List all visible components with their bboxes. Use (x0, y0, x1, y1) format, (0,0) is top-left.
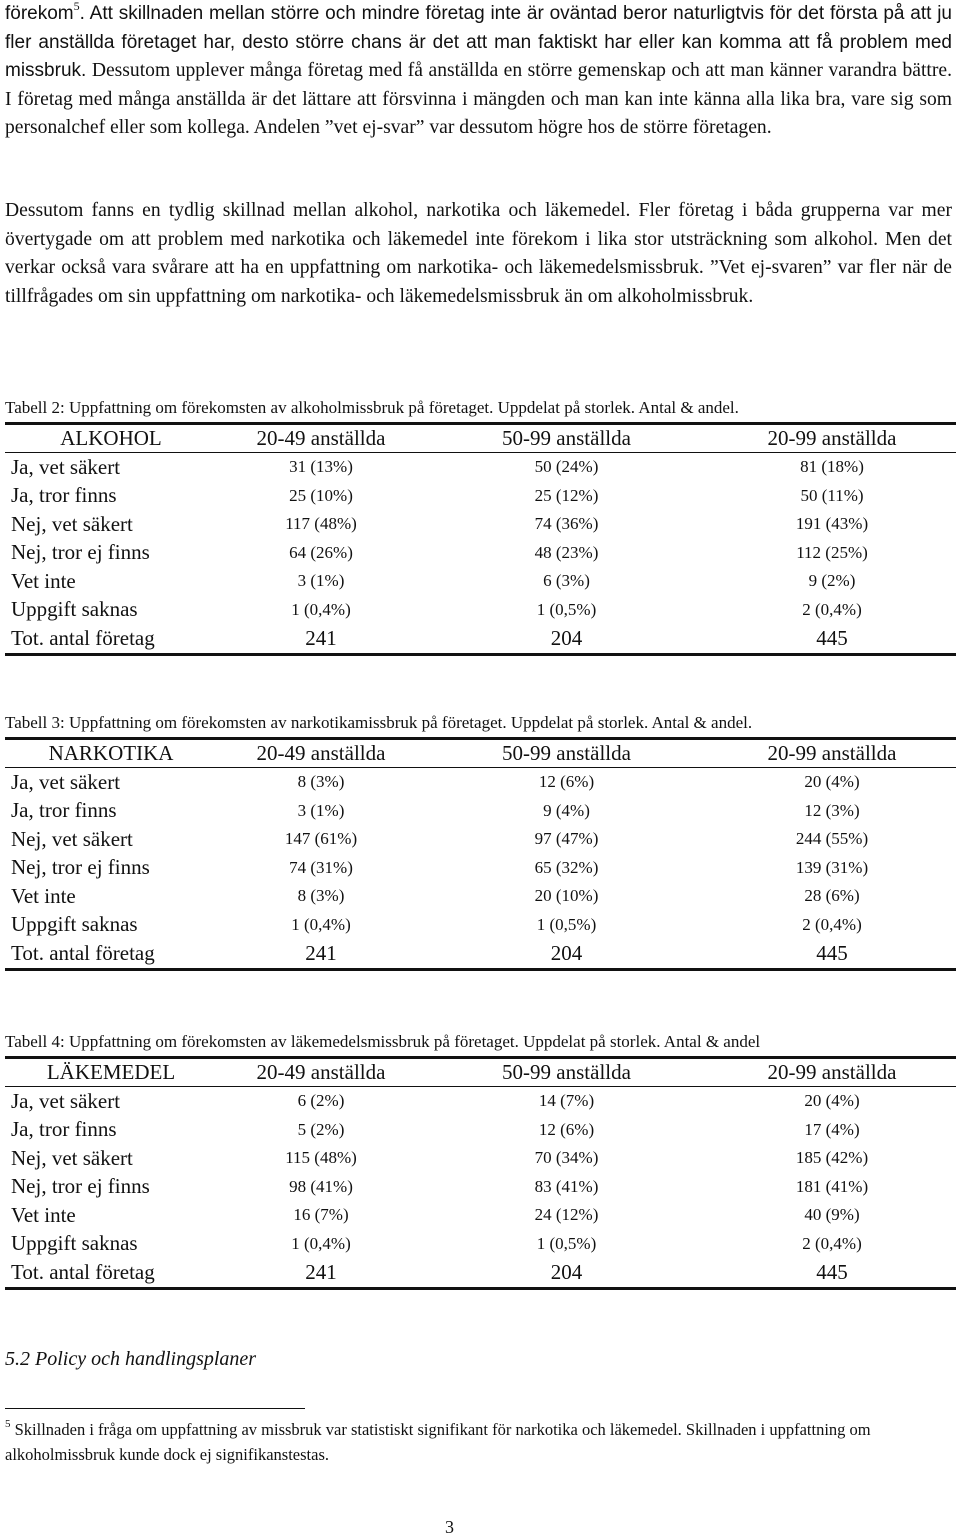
table-row (5, 567, 956, 596)
table-cell: 117 (48%) (285, 514, 357, 534)
total-cell: 241 (217, 624, 425, 654)
table-cell: 74 (36%) (534, 514, 599, 534)
footnote-text: Skillnaden i fråga om uppfattning av missbruk var statistiskt signifikant för narkotika och läkemedel. Skillnaden i uppfattning om alkoholmissbruk kunde dock ej signifikanstestas. (5, 1420, 871, 1464)
table-cell: 40 (9%) (804, 1205, 860, 1225)
table-row (5, 1087, 956, 1116)
table-cell: 50 (11%) (800, 485, 864, 505)
table-caption-text: : Uppfattning om förekomsten av läkemedelsmissbruk på företaget. Uppdelat på storlek. Antal & andel (59, 1032, 761, 1051)
table-cell: 1 (0,5%) (536, 599, 597, 619)
lakemedel-table (5, 1056, 956, 1290)
total-cell: 445 (708, 1258, 956, 1288)
footnote-number: 5 (5, 1418, 11, 1430)
paragraph-sans-text: . Att skillnaden mellan större och mindre företag inte är oväntad beror naturligtvis för det första på att ju fler anställda företaget har, desto större chans är det att man faktiskt har eller kan komma att få problem med missbruk. (5, 3, 952, 81)
total-label: Tot. antal företag (5, 939, 217, 969)
total-cell: 241 (217, 1258, 425, 1288)
table-cell: 112 (25%) (796, 542, 868, 562)
total-label: Tot. antal företag (5, 1258, 217, 1288)
footnote-divider (5, 1408, 305, 1409)
table-column-header: 50-99 anställda (425, 1058, 708, 1087)
section-heading: 5.2 Policy och handlingsplaner (5, 1348, 257, 1370)
table-cell: 98 (41%) (289, 1176, 353, 1196)
table-cell: 8 (3%) (297, 772, 345, 792)
row-label: Nej, tror ej finns (11, 855, 150, 880)
table-cell: 147 (61%) (284, 829, 358, 849)
table-row (5, 539, 956, 568)
table-caption (5, 713, 952, 733)
table-cell: 83 (41%) (534, 1176, 599, 1196)
row-label: Nej, tror ej finns (11, 540, 150, 565)
table-caption (5, 398, 952, 418)
row-label: Uppgift saknas (11, 597, 138, 622)
table-cell: 1 (0,5%) (536, 914, 597, 934)
table-caption-label: Tabell 4 (5, 1032, 60, 1051)
row-label: Ja, vet säkert (11, 454, 121, 479)
table-row (5, 453, 956, 482)
total-cell: 445 (708, 939, 956, 969)
table-column-header: 20-99 anställda (708, 424, 956, 453)
table-total-row (5, 1258, 956, 1288)
table-category-header: ALKOHOL (5, 424, 217, 453)
table-cell: 5 (2%) (297, 1119, 345, 1139)
table-total-row (5, 939, 956, 969)
table-cell: 48 (23%) (534, 542, 599, 562)
table-cell: 244 (55%) (795, 829, 869, 849)
table-cell: 1 (0,4%) (291, 1233, 351, 1253)
body-paragraph-1 (5, 0, 952, 143)
table-cell: 28 (6%) (804, 886, 860, 906)
table-cell: 6 (3%) (543, 571, 590, 591)
row-label: Ja, tror finns (11, 798, 117, 823)
total-cell: 204 (425, 1258, 708, 1288)
row-label: Nej, tror ej finns (11, 1174, 150, 1199)
table-category-header: LÄKEMEDEL (5, 1058, 217, 1087)
total-cell: 204 (425, 624, 708, 654)
table-cell: 14 (7%) (538, 1091, 595, 1111)
row-label: Vet inte (11, 1202, 76, 1227)
table-row (5, 825, 956, 854)
row-label: Uppgift saknas (11, 1231, 138, 1256)
table-cell: 3 (1%) (297, 800, 345, 820)
table-column-header: 50-99 anställda (425, 424, 708, 453)
table-cell: 9 (4%) (543, 800, 590, 820)
table-cell: 81 (18%) (800, 457, 864, 477)
total-cell: 445 (708, 624, 956, 654)
table-cell: 181 (41%) (795, 1176, 869, 1196)
table-cell: 16 (7%) (293, 1205, 349, 1225)
table-cell: 50 (24%) (534, 457, 599, 477)
table-cell: 25 (10%) (289, 485, 353, 505)
table-cell: 12 (3%) (804, 800, 860, 820)
footnote (5, 1418, 945, 1467)
table-cell: 25 (12%) (534, 485, 599, 505)
table-caption-label: Tabell 3 (5, 713, 60, 732)
row-label: Ja, vet säkert (11, 769, 121, 794)
table-header-row (5, 1058, 956, 1087)
table-cell: 65 (32%) (534, 857, 599, 877)
table-cell: 12 (6%) (538, 1119, 595, 1139)
table-cell: 64 (26%) (289, 542, 353, 562)
table-row (5, 1230, 956, 1259)
table-row (5, 1173, 956, 1202)
table-cell: 9 (2%) (808, 571, 856, 591)
narkotika-table (5, 737, 956, 971)
table-cell: 191 (43%) (795, 514, 869, 534)
row-label: Ja, tror finns (11, 483, 117, 508)
table-row (5, 768, 956, 797)
table-header-row (5, 739, 956, 768)
table-cell: 115 (48%) (285, 1148, 357, 1168)
row-label: Uppgift saknas (11, 912, 138, 937)
table-column-header: 20-49 anställda (217, 1058, 425, 1087)
table-cell: 12 (6%) (538, 772, 595, 792)
table-cell: 139 (31%) (795, 857, 869, 877)
table-caption-label: Tabell 2 (5, 398, 60, 417)
table-row (5, 1201, 956, 1230)
table-cell: 1 (0,4%) (291, 914, 351, 934)
table-column-header: 20-49 anställda (217, 739, 425, 768)
table-cell: 70 (34%) (534, 1148, 599, 1168)
table-column-header: 20-99 anställda (708, 739, 956, 768)
table-row (5, 596, 956, 625)
table-caption-text: : Uppfattning om förekomsten av narkotikamissbruk på företaget. Uppdelat på storlek. Antal & andel. (59, 713, 753, 732)
table-total-row (5, 624, 956, 654)
table-cell: 6 (2%) (297, 1091, 345, 1111)
paragraph-sans-prefix: förekom (5, 3, 74, 24)
table-column-header: 20-99 anställda (708, 1058, 956, 1087)
table-column-header: 20-49 anställda (217, 424, 425, 453)
table-row (5, 1116, 956, 1145)
table-cell: 1 (0,5%) (536, 1233, 597, 1253)
table-cell: 97 (47%) (534, 829, 599, 849)
table-cell: 24 (12%) (534, 1205, 599, 1225)
table-column-header: 50-99 anställda (425, 739, 708, 768)
table-row (5, 797, 956, 826)
table-cell: 31 (13%) (289, 457, 353, 477)
table-cell: 17 (4%) (804, 1119, 860, 1139)
total-label: Tot. antal företag (5, 624, 217, 654)
body-paragraph-2: Dessutom fanns en tydlig skillnad mellan alkohol, narkotika och läkemedel. Fler företag i båda grupperna var mer övertygade om att problem med narkotika och läkemedel inte förekom i lika stor utsträckning som alkohol. Men det verkar också vara svårare att ha en uppfattning om narkotika- och läkemedelsmissbruk. ”Vet ej-svaren” var fler när de tillfrågades om sin uppfattning om narkotika- och läkemedelsmissbruk än om alkoholmissbruk. (5, 200, 952, 307)
row-label: Ja, tror finns (11, 1117, 117, 1142)
page-number: 3 (445, 1517, 454, 1537)
table-cell: 1 (0,4%) (291, 599, 351, 619)
table-caption (5, 1032, 952, 1052)
row-label: Ja, vet säkert (11, 1088, 121, 1113)
row-label: Nej, vet säkert (11, 826, 133, 851)
table-category-header: NARKOTIKA (5, 739, 217, 768)
table-cell: 2 (0,4%) (802, 1233, 862, 1253)
table-cell: 2 (0,4%) (802, 599, 862, 619)
total-cell: 241 (217, 939, 425, 969)
table-cell: 20 (4%) (804, 772, 860, 792)
table-cell: 20 (10%) (534, 886, 599, 906)
table-cell: 2 (0,4%) (802, 914, 862, 934)
total-cell: 204 (425, 939, 708, 969)
table-row (5, 510, 956, 539)
table-caption-text: : Uppfattning om förekomsten av alkoholmissbruk på företaget. Uppdelat på storlek. Antal & andel. (59, 398, 739, 417)
table-cell: 3 (1%) (297, 571, 345, 591)
table-row (5, 911, 956, 940)
row-label: Vet inte (11, 883, 76, 908)
table-cell: 20 (4%) (804, 1091, 860, 1111)
table-row (5, 854, 956, 883)
table-cell: 8 (3%) (297, 886, 345, 906)
row-label: Vet inte (11, 568, 76, 593)
alkohol-table (5, 422, 956, 656)
table-row (5, 882, 956, 911)
table-header-row (5, 424, 956, 453)
row-label: Nej, vet säkert (11, 1145, 133, 1170)
footnote-reference: 5 (73, 0, 80, 13)
table-row (5, 482, 956, 511)
table-row (5, 1144, 956, 1173)
paragraph-serif-text: Dessutom upplever många företag med få anställda en större gemenskap och att man känner varandra bättre. I företag med många anställda är det lättare att försvinna i mängden och man kan inte känna alla lika bra, vare sig som personalchef eller som kollega. Andelen ”vet ej-svar” var dessutom högre hos de större företagen. (5, 60, 952, 138)
table-cell: 185 (42%) (795, 1148, 869, 1168)
table-cell: 74 (31%) (289, 857, 353, 877)
row-label: Nej, vet säkert (11, 511, 133, 536)
